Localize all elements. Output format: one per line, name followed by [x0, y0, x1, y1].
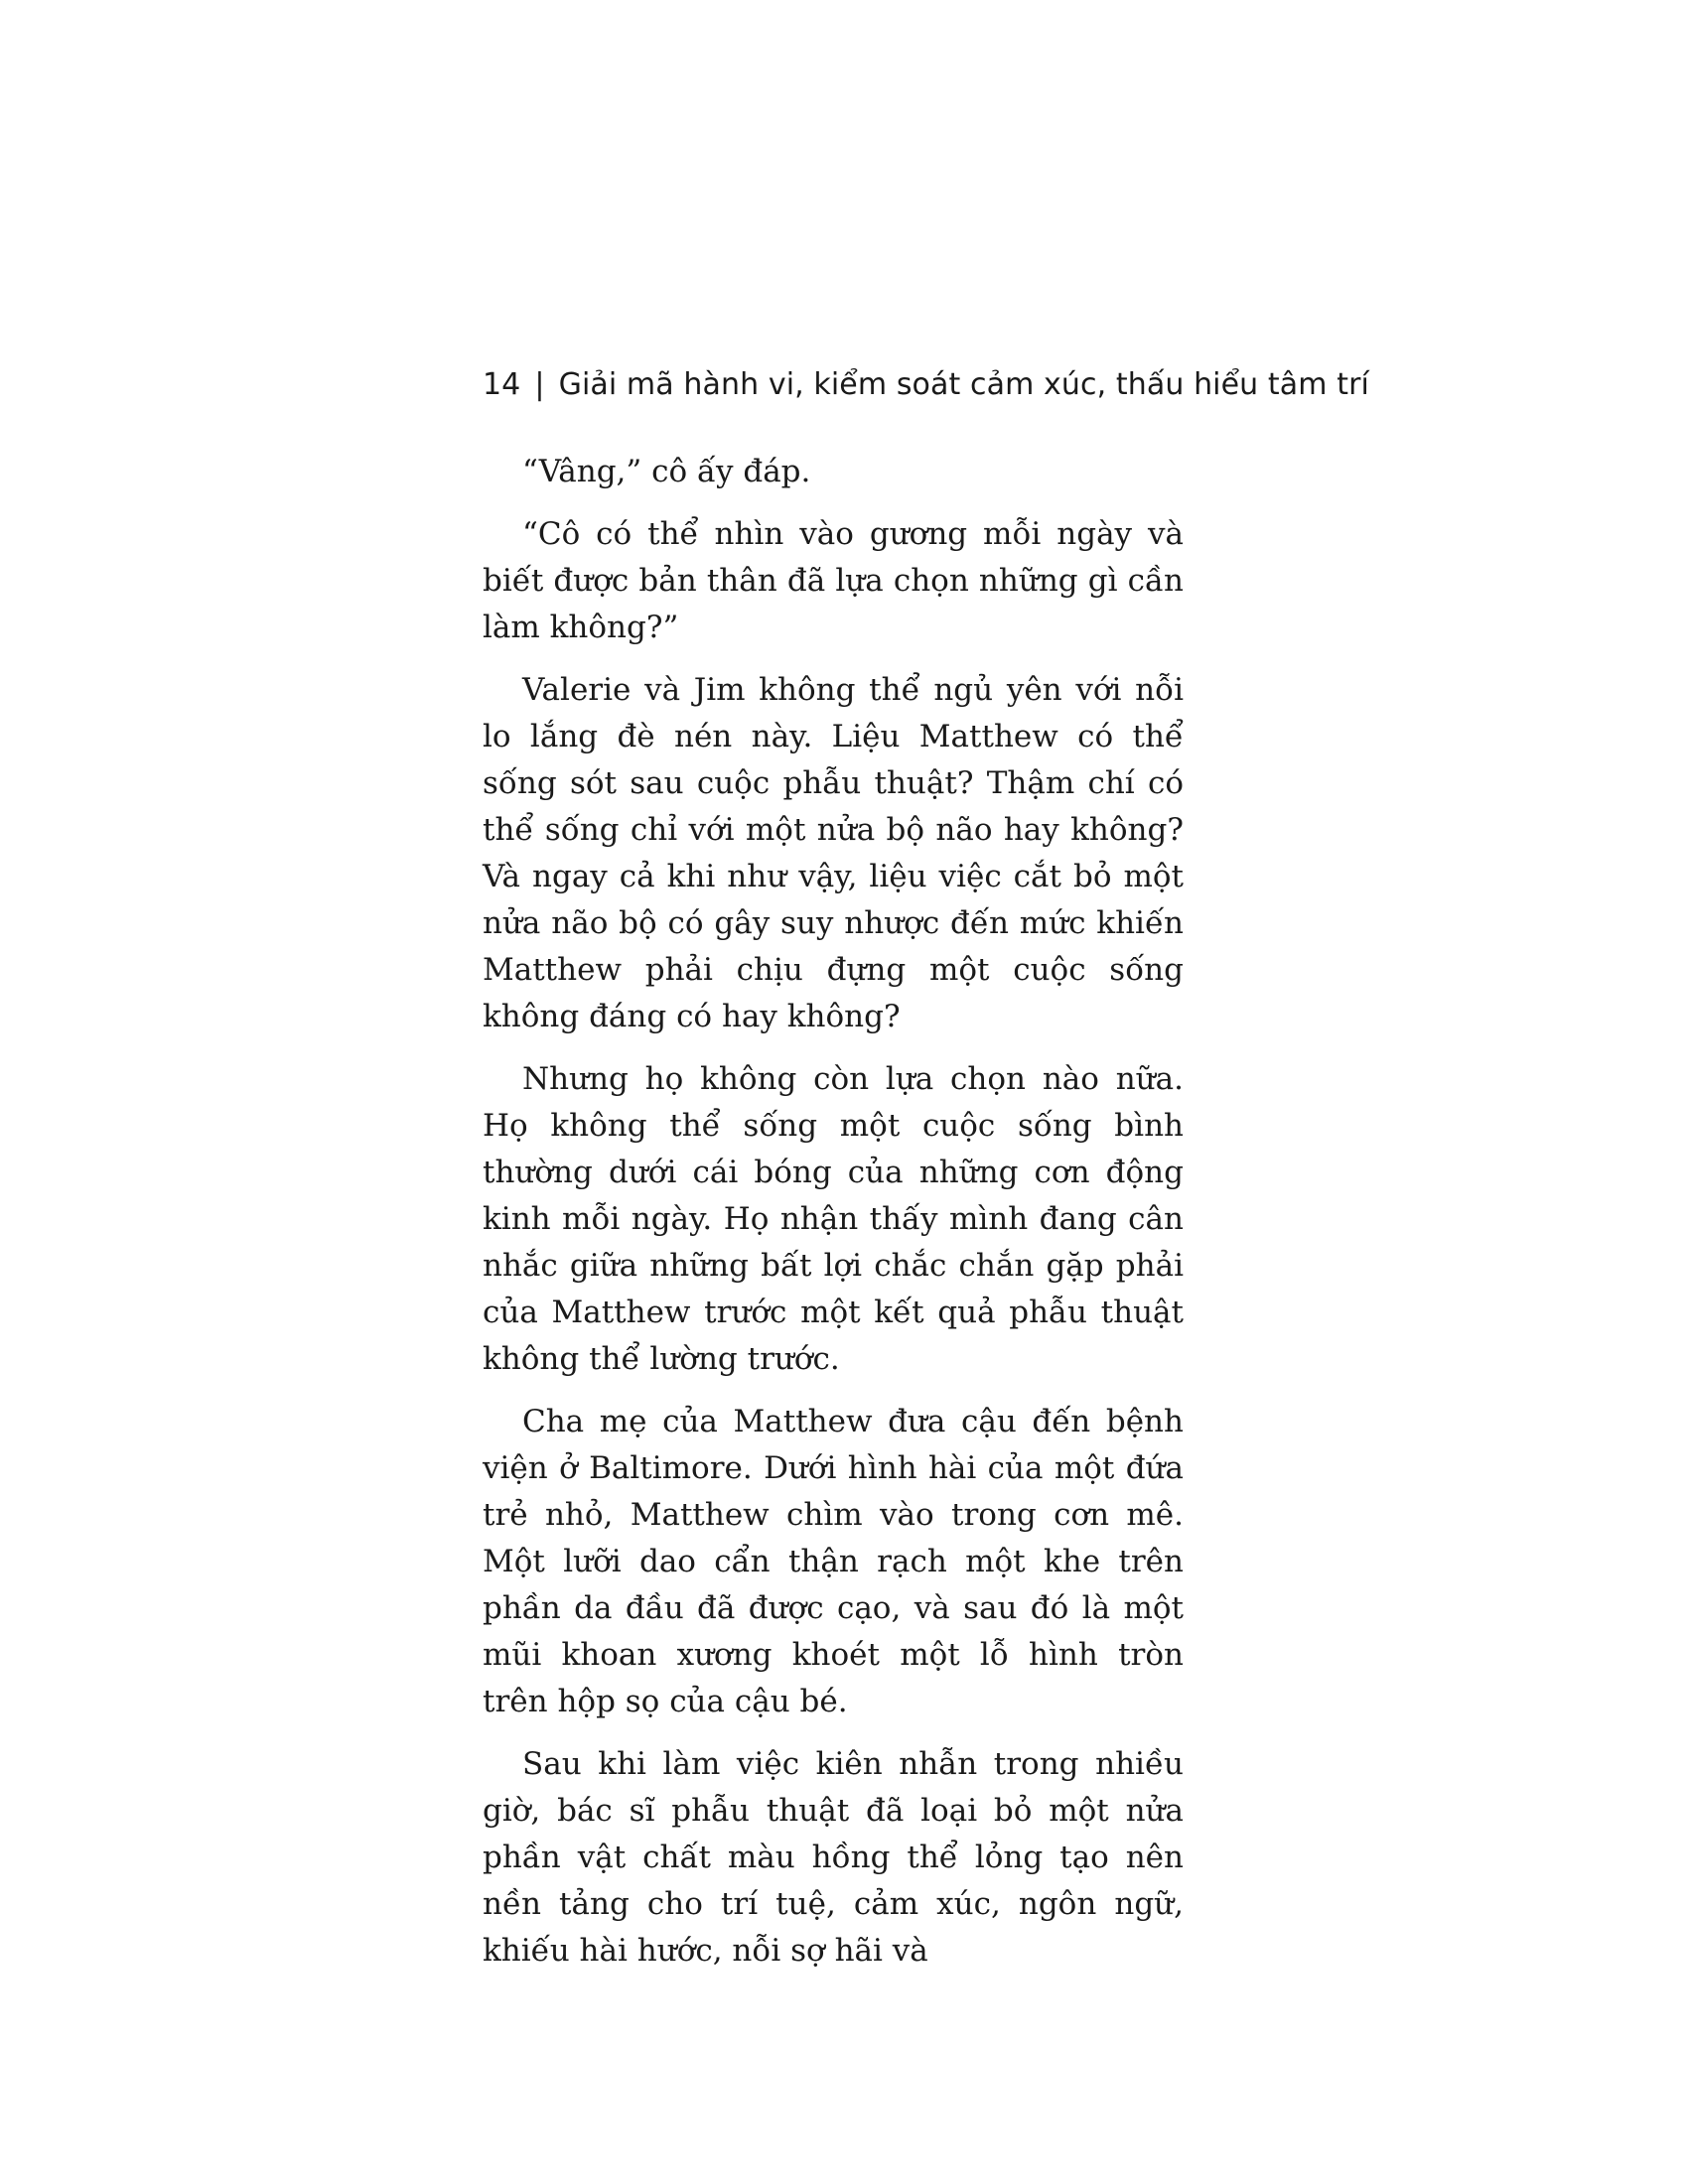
paragraph-1: “Vâng,” cô ấy đáp. [522, 454, 811, 489]
paragraph-4: Nhưng họ không còn lựa chọn nào nữa. Họ không thể sống một cuộc sống bình thường dưới cái bóng của những cơn động kinh mỗi ngày. Họ nhận thấy mình đang cân nhắc giữa những bất lợi chắc chắn gặp phải của Matthew trước một kết quả phẫu thuật không thể lường trước. [483, 1061, 1184, 1377]
running-title: Giải mã hành vi, kiểm soát cảm xúc, thấu hiểu tâm trí [558, 367, 1369, 402]
paragraph-3: Valerie và Jim không thể ngủ yên với nỗi lo lắng đè nén này. Liệu Matthew có thể sống sót sau cuộc phẫu thuật? Thậm chí có thể sống chỉ với một nửa bộ não hay không? Và ngay cả khi như vậy, liệu việc cắt bỏ một nửa não bộ có gây suy nhược đến mức khiến Matthew phải chịu đựng một cuộc sống không đáng có hay không? [483, 672, 1184, 1034]
paragraph-5: Cha mẹ của Matthew đưa cậu đến bệnh viện ở Baltimore. Dưới hình hài của một đứa trẻ nhỏ, Matthew chìm vào trong cơn mê. Một lưỡi dao cẩn thận rạch một khe trên phần da đầu đã được cạo, và sau đó là một mũi khoan xương khoét một lỗ hình tròn trên hộp sọ của cậu bé. [483, 1404, 1184, 1719]
paragraph-2: “Cô có thể nhìn vào gương mỗi ngày và biết được bản thân đã lựa chọn những gì cần làm không?” [483, 516, 1184, 645]
page-number: 14 [483, 367, 521, 402]
paragraph-6: Sau khi làm việc kiên nhẫn trong nhiều giờ, bác sĩ phẫu thuật đã loại bỏ một nửa phần vật chất màu hồng thể lỏng tạo nên nền tảng cho trí tuệ, cảm xúc, ngôn ngữ, khiếu hài hước, nỗi sợ hãi và [483, 1746, 1184, 1969]
header-separator: | [534, 367, 545, 402]
body-text [483, 449, 1184, 1990]
running-header [483, 365, 1369, 405]
